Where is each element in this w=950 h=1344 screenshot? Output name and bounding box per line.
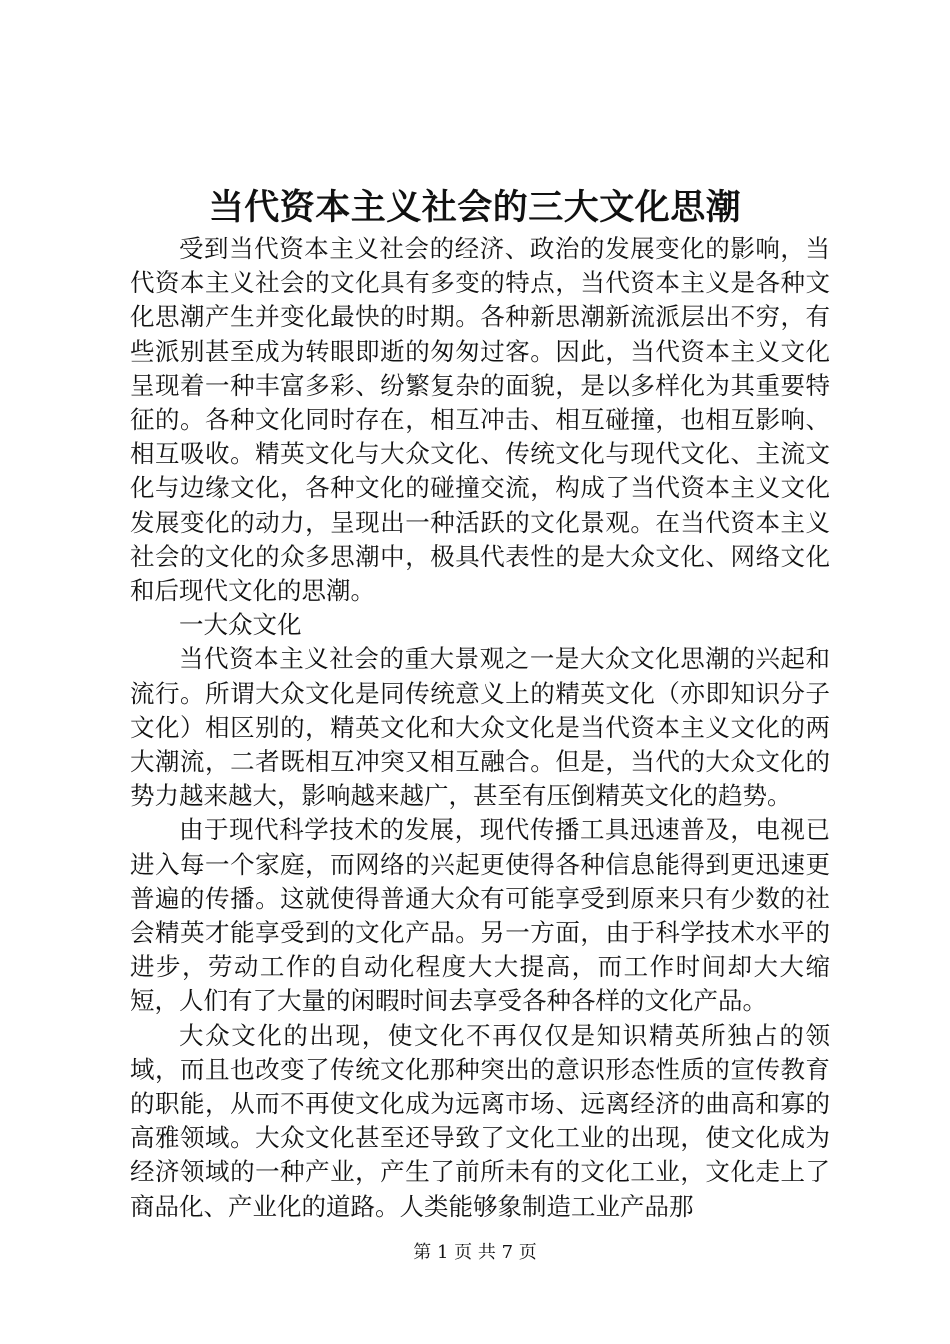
document-title: 当代资本主义社会的三大文化思潮 [208,187,742,228]
paragraph-mass-culture-impact: 大众文化的出现，使文化不再仅仅是知识精英所独占的领域，而且也改变了传统文化那种突出的意识形态性质的宣传教育的职能，从而不再使文化成为远离市场、远离经济的曲高和寡的高雅领域。大众文化甚至还导致了文化工业的出现，使文化成为经济领域的一种产业，产生了前所未有的文化工业，文化走上了商品化、产业化的道路。人类能够象制造工业产品那 [130,1020,830,1221]
paragraph-intro: 受到当代资本主义社会的经济、政治的发展变化的影响，当代资本主义社会的文化具有多变的特点，当代资本主义是各种文化思潮产生并变化最快的时期。各种新思潮新流派层出不穷，有些派别甚至成为转眼即逝的匆匆过客。因此，当代资本主义文化呈现着一种丰富多彩、纷繁复杂的面貌，是以多样化为其重要特征的。各种文化同时存在，相互冲击、相互碰撞，也相互影响、相互吸收。精英文化与大众文化、传统文化与现代文化、主流文化与边缘文化，各种文化的碰撞交流，构成了当代资本主义文化发展变化的动力，呈现出一种活跃的文化景观。在当代资本主义社会的文化的众多思潮中，极具代表性的是大众文化、网络文化和后现代文化的思潮。 [130,234,830,606]
paragraph-mass-culture-rise: 当代资本主义社会的重大景观之一是大众文化思潮的兴起和流行。所谓大众文化是同传统意义上的精英文化（亦即知识分子文化）相区别的，精英文化和大众文化是当代资本主义文化的两大潮流，二者既相互冲突又相互融合。但是，当代的大众文化的势力越来越大，影响越来越广，甚至有压倒精英文化的趋势。 [130,644,830,811]
section-heading-mass-culture: 一大众文化 [179,610,302,640]
paragraph-technology: 由于现代科学技术的发展，现代传播工具迅速普及，电视已进入每一个家庭，而网络的兴起更使得各种信息能得到更迅速更普遍的传播。这就使得普通大众有可能享受到原来只有少数的社会精英才能享受到的文化产品。另一方面，由于科学技术水平的进步，劳动工作的自动化程度大大提高，而工作时间却大大缩短，人们有了大量的闲暇时间去享受各种各样的文化产品。 [130,815,830,1016]
document-body [130,232,830,1224]
page-footer: 第 1 页 共 7 页 [413,1242,537,1263]
